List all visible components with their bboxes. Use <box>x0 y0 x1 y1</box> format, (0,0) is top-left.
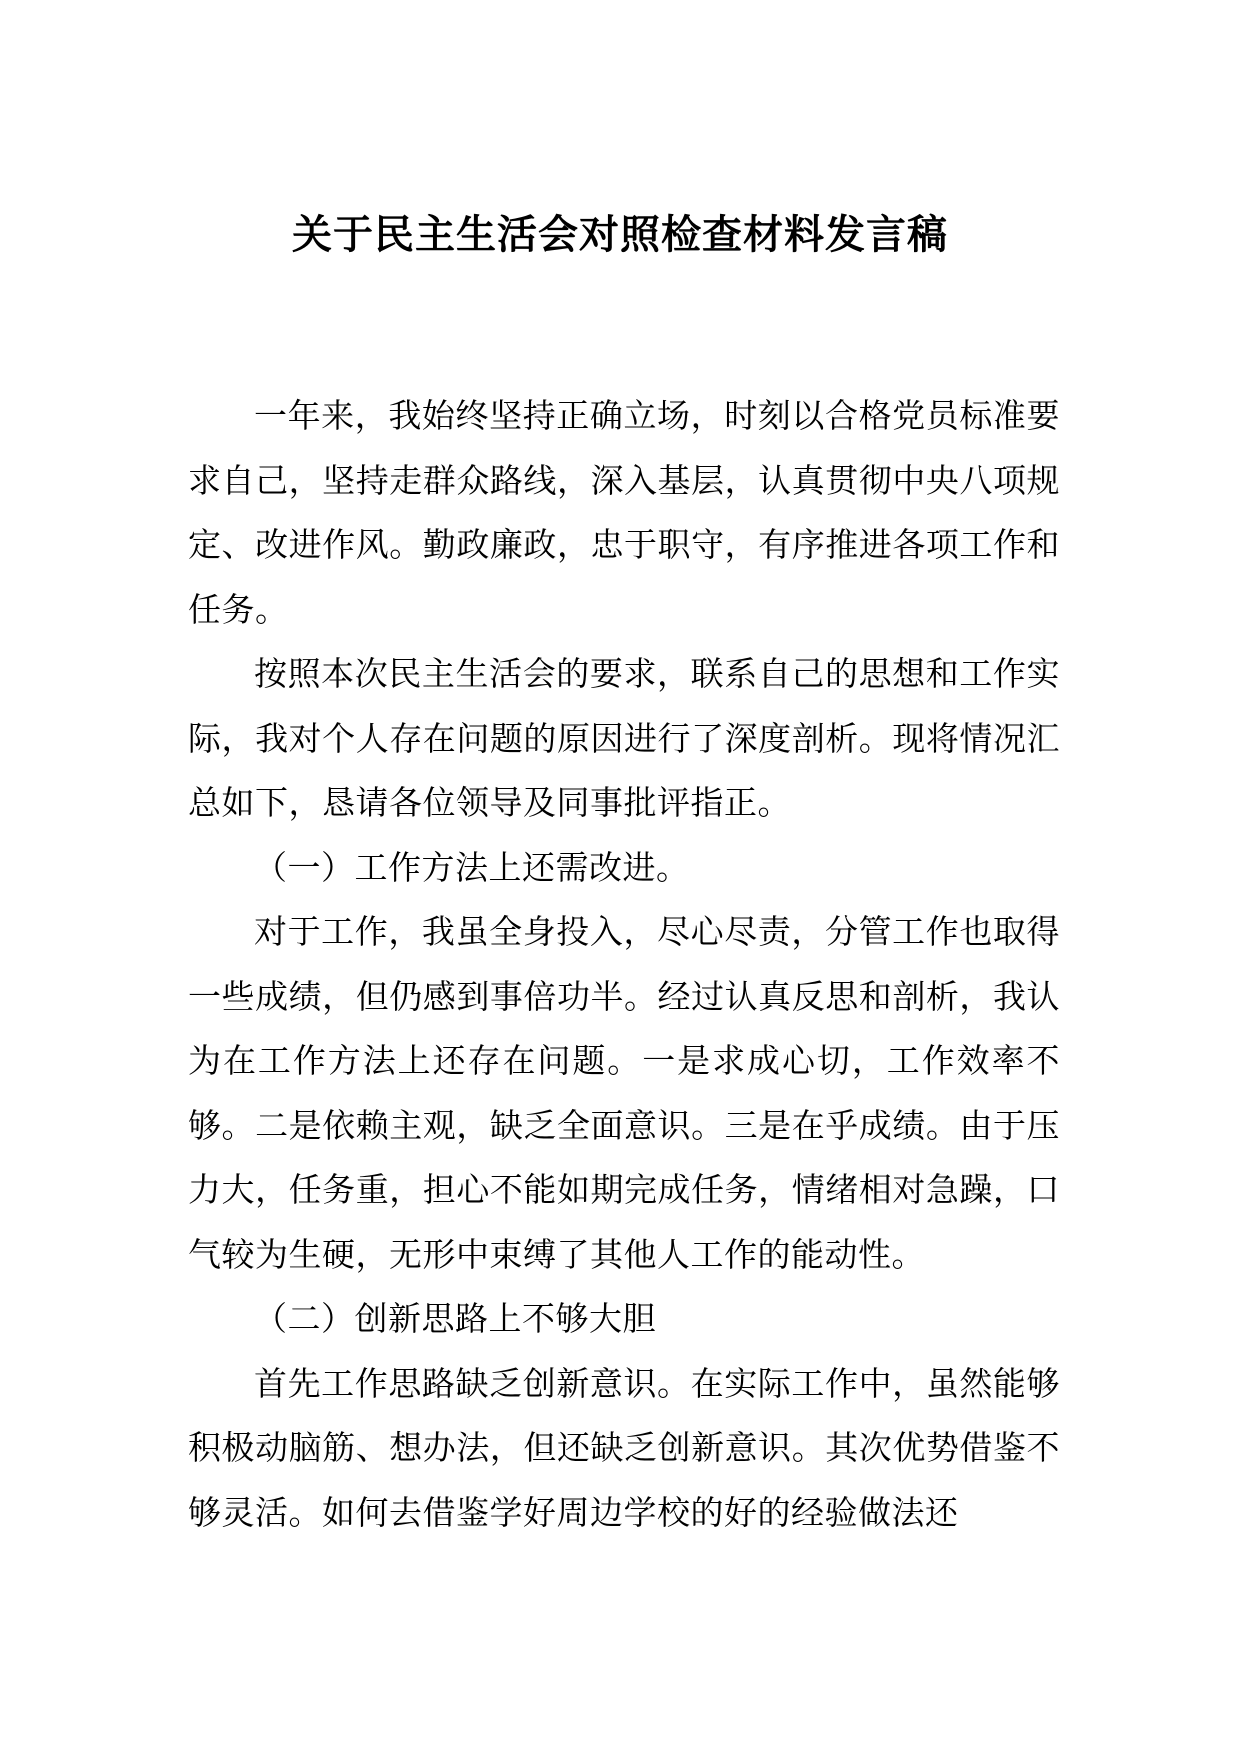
paragraph-work-methods: 对于工作，我虽全身投入，尽心尽责，分管工作也取得一些成绩，但仍感到事倍功半。经过认真反思和剖析，我认为在工作方法上还存在问题。一是求成心切，工作效率不够。二是依赖主观，缺乏全面意识。三是在乎成绩。由于压力大，任务重，担心不能如期完成任务，情绪相对急躁，口气较为生硬，无形中束缚了其他人工作的能动性。 <box>188 912 1060 1274</box>
paragraph-purpose: 按照本次民主生活会的要求，联系自己的思想和工作实际，我对个人存在问题的原因进行了深度剖析。现将情况汇总如下，恳请各位领导及同事批评指正。 <box>188 654 1060 822</box>
paragraph-intro: 一年来，我始终坚持正确立场，时刻以合格党员标准要求自己，坚持走群众路线，深入基层，认真贯彻中央八项规定、改进作风。勤政廉政，忠于职守，有序推进各项工作和任务。 <box>188 396 1060 629</box>
section-heading-1: （一）工作方法上还需改进。 <box>254 847 690 887</box>
document-body <box>188 384 1060 1545</box>
paragraph-innovation: 首先工作思路缺乏创新意识。在实际工作中，虽然能够积极动脑筋、想办法，但还缺乏创新意识。其次优势借鉴不够灵活。如何去借鉴学好周边学校的好的经验做法还 <box>188 1363 1060 1532</box>
section-heading-2: （二）创新思路上不够大胆 <box>254 1299 656 1338</box>
document-title: 关于民主生活会对照检查材料发言稿 <box>292 212 948 258</box>
